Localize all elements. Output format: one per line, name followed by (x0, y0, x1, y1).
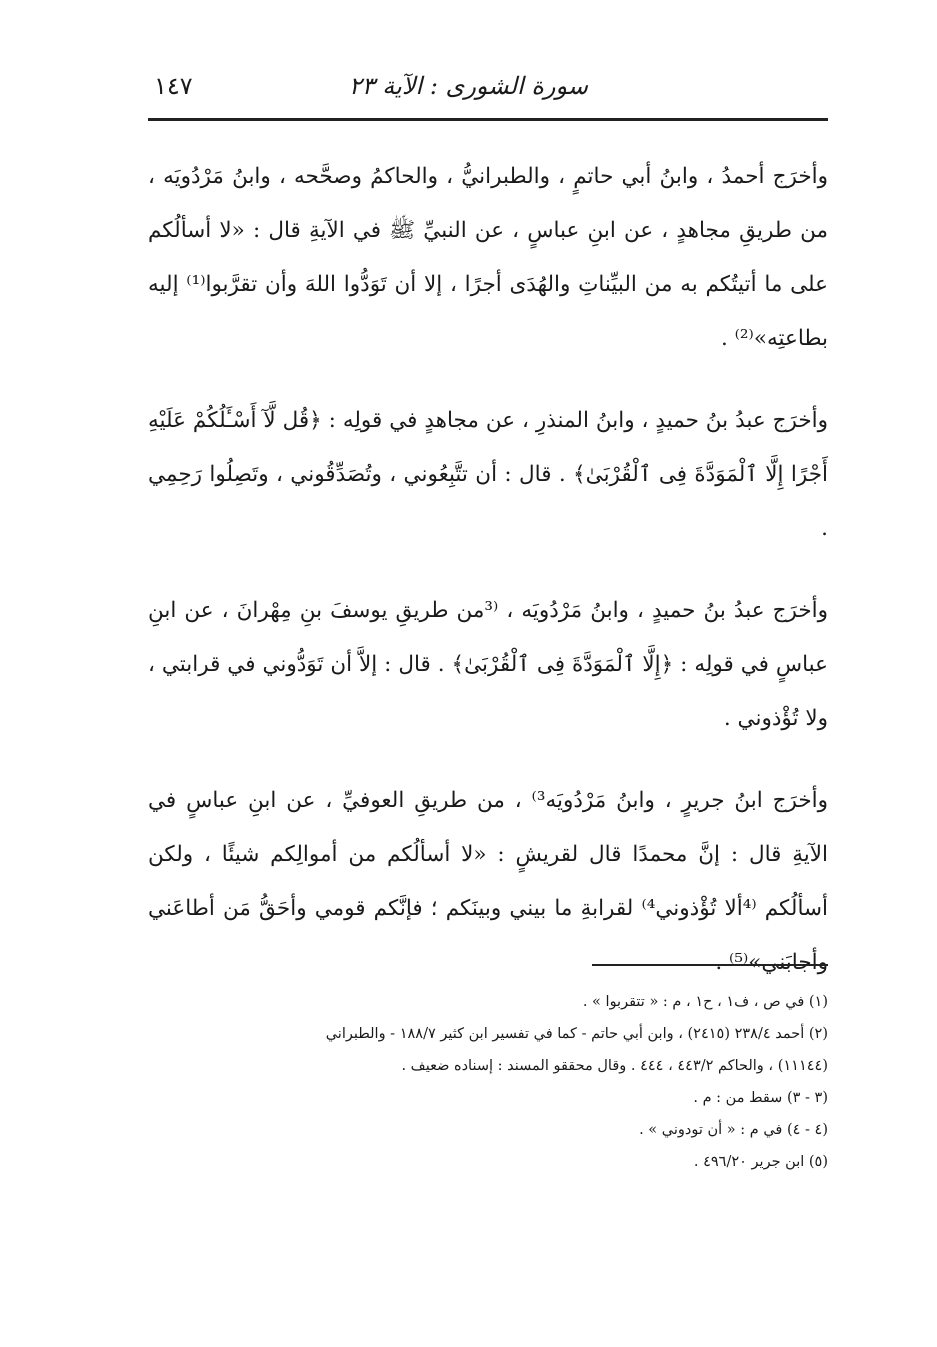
body-text (148, 150, 828, 1018)
paragraph-2: وأخرَج عبدُ بنُ حميدٍ ، وابنُ المنذرِ ، عن مجاهدٍ في قولِه : ﴿قُل لَّآ أَسْـَٔلُكُمْ عَلَيْهِ أَجْرًا إِلَّا ٱلْمَوَدَّةَ فِى ٱلْقُرْبَىٰ﴾ . قال : أن تتَّبِعُوني ، وتُصَدِّقُوني ، وتَصِلُوا رَحِمِي . (148, 408, 828, 541)
page-number: ١٤٧ (154, 72, 193, 100)
footnote-3: (٣ - ٣) سقط من : م . (693, 1090, 828, 1106)
paragraph-4: وأخرَج ابنُ جريرٍ ، وابنُ مَرْدُويَه³⁾ ، من طريقِ العوفيِّ ، عن ابنِ عباسٍ في الآيةِ قال : إنَّ محمدًا قال لقريشٍ : «لا أسألُكم من أموالِكم شيئًا ، ولكن أسألُكم ⁽⁴ألا تُؤْذوني⁴⁾ لقرابةِ ما بيني وبينَكم ؛ فإنَّكم قومي وأحَقُّ مَن أطاعَني وأجابَني»⁽⁵⁾ . (148, 788, 829, 975)
footnote-4: (٤ - ٤) في م : « أن تودوني » . (639, 1122, 828, 1138)
running-header (148, 68, 828, 108)
footnotes (138, 986, 828, 1178)
header-rule (148, 118, 828, 121)
footnote-2: (٢) أحمد ٢٣٨/٤ (٢٤١٥) ، وابن أبي حاتم - كما في تفسير ابن كثير ١٨٨/٧ - والطبراني (325, 1026, 828, 1042)
header-title: سورة الشورى : الآية ٢٣ (348, 72, 588, 100)
footnote-2-continued: (١١١٤٤) ، والحاكم ٤٤٣/٢ ، ٤٤٤ . وقال محققو المسند : إسناده ضعيف . (401, 1058, 828, 1074)
footnote-5: (٥) ابن جرير ٤٩٦/٢٠ . (693, 1154, 828, 1170)
paragraph-3: وأخرَج عبدُ بنُ حميدٍ ، وابنُ مَرْدُويَه ، ⁽³من طريقِ يوسفَ بنِ مِهْرانَ ، عن ابنِ عباسٍ في قولِه : ﴿إِلَّا ٱلْمَوَدَّةَ فِى ٱلْقُرْبَىٰ﴾ . قال : إلاَّ أن تَوَدُّوني في قرابتي ، ولا تُؤْذوني . (148, 598, 828, 731)
paragraph-1: وأخرَج أحمدُ ، وابنُ أبي حاتمٍ ، والطبرانيُّ ، والحاكمُ وصحَّحه ، وابنُ مَرْدُويَه ، من طريقِ مجاهدٍ ، عن ابنِ عباسٍ ، عن النبيِّ ﷺ في الآيةِ قال : «لا أسألُكم على ما أتيتُكم به من البيِّناتِ والهُدَى أجرًا ، إلا أن تَوَدُّوا اللهَ وأن تقرَّبوا⁽¹⁾ إليه بطاعتِه»⁽²⁾ . (148, 164, 828, 351)
footnote-1: (١) في ص ، ف١ ، ح١ ، م : « تتقربوا » . (582, 994, 828, 1010)
footnote-rule (592, 964, 828, 966)
